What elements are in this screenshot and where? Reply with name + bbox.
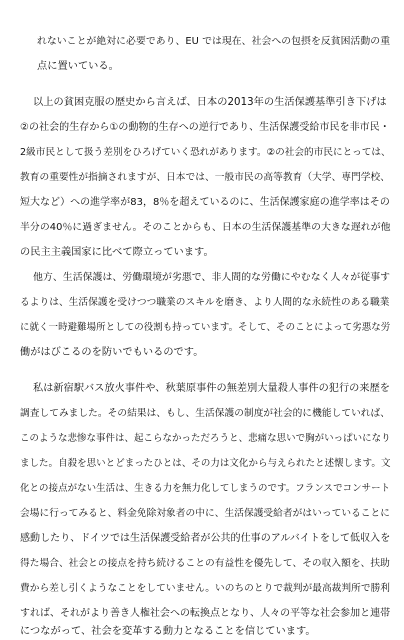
text-line: 得た場合、社会との接点を持ち続けることの有益性を優先して、その収入額を、扶助: [20, 558, 390, 569]
text-line: 他方、生活保護は、労働環境が劣悪で、非人間的な労働にやむなく人々が従事す: [33, 272, 391, 283]
text-line: 化との接点がない生活は、生きる力を無力化してしまうのです。フランスでコンサート: [20, 483, 391, 494]
text-line: 調査してみました。その結果は、もし、生活保護の制度が社会的に機能していれば、: [20, 408, 391, 419]
text-line: ②の社会的生存から①の動物的生存への逆行であり、生活保護受給市民を非市民・: [20, 122, 390, 133]
text-line: すれば、それがより善き人権社会への転換点となり、人々の平等な社会参加と連帯: [20, 608, 391, 619]
text-line: このような悲惨な事件は、起こらなかっただろうと、悲痛な思いで胸がいっぱいになり: [20, 433, 391, 444]
text-line: 2級市民として扱う差別をひろげていく恐れがあります。②の社会的市民にとっては、: [20, 147, 391, 158]
text-line: 会場に行ってみると、料金免除対象者の中に、生活保護受給者がはいっていることに: [20, 508, 391, 519]
text-line: 教育の重要性が指摘されますが、日本では、一般市民の高等教育（大学、専門学校、: [20, 172, 391, 183]
text-line: の民主主義国家に比べて際立っています。: [20, 247, 214, 258]
text-line: 働がはびこるのを防いでもいるのです。: [20, 347, 204, 358]
text-line: ました。自殺を思いとどまったひとは、その力は文化から与えられたと述懐します。文: [20, 458, 391, 469]
text-line: 半分の40％に過ぎません。そのことからも、日本の生活保護基準の大きな遅れが他: [20, 222, 391, 233]
text-line: 以上の貧困克服の歴史から言えば、日本の2013年の生活保護基準引き下げは: [33, 97, 387, 108]
text-line: 点に置いている。: [37, 61, 119, 72]
text-line: れないことが絶対に必要であり、EU では現在、社会への包摂を反貧困活動の重: [37, 36, 391, 47]
text-line: 費から差し引くようなことをしていません。いのちのとりで裁判が最高裁判所で勝利: [20, 583, 391, 594]
text-line: 短大など）への進学率が83，8％を超えているのに、生活保護家庭の進学率はその: [20, 197, 390, 208]
text-line: 私は新宿駅バス放火事件や、秋葉原事件の無差別大量殺人事件の犯行の来歴を: [33, 383, 391, 394]
text-line: に就く一時避難場所としての役割も持っています。そして、そのことによって劣悪な労: [20, 322, 391, 333]
text-line: につながって、社会を変革する動力となることを信じています。: [20, 626, 316, 637]
text-line: るよりは、生活保護を受けつつ職業のスキルを磨き、より人間的な永続性のある職業: [20, 297, 390, 308]
text-line: 感動したり、ドイツでは生活保護受給者が公共的仕事のアルバイトをして低収入を: [20, 533, 391, 544]
